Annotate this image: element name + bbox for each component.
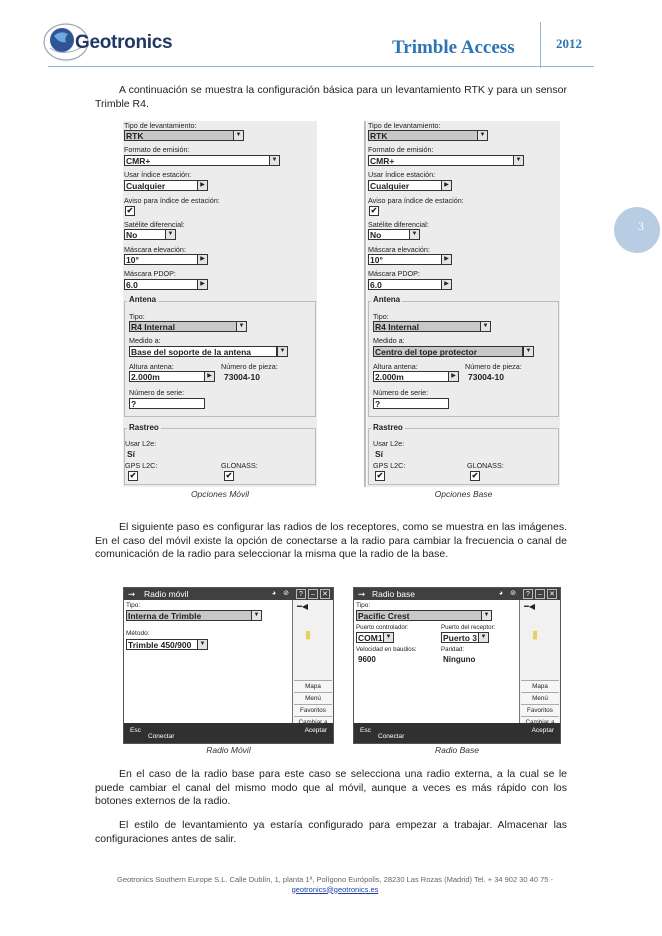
footer-email-link[interactable]: geotronics@geotronics.es <box>291 884 379 894</box>
map-button[interactable]: Mapa <box>294 680 332 692</box>
pdop-label: Máscara PDOP: <box>124 269 176 278</box>
broadcast-field[interactable]: CMR+ <box>368 155 514 166</box>
prompt-checkbox[interactable]: ✔ <box>126 206 134 215</box>
header-rule <box>48 66 594 67</box>
measured-label: Medido a: <box>373 336 405 345</box>
survey-type-dropdown-icon[interactable]: ▼ <box>233 130 244 141</box>
type-dropdown-icon[interactable]: ▼ <box>481 610 492 621</box>
footer <box>80 875 590 894</box>
height-arrow-icon[interactable]: ▶ <box>204 371 215 382</box>
antenna-type-dropdown-icon[interactable]: ▼ <box>236 321 247 332</box>
antenna-type-field[interactable]: R4 Internal <box>129 321 237 332</box>
side-panel <box>292 600 333 723</box>
broadcast-dropdown-icon[interactable]: ▼ <box>513 155 524 166</box>
mobile-settings-caption: Opciones Móvil <box>190 489 250 499</box>
type-field[interactable]: Pacific Crest <box>356 610 482 621</box>
type-field[interactable]: Interna de Trimble <box>126 610 252 621</box>
pdop-label: Máscara PDOP: <box>368 269 420 278</box>
radio-base-title: Radio base <box>372 589 416 599</box>
side-panel <box>519 600 560 723</box>
pdop-field[interactable]: 6.0 <box>124 279 198 290</box>
tracking-group-title: Rastreo <box>129 423 159 432</box>
menu-button[interactable]: Menú <box>294 692 332 704</box>
esc-button[interactable]: Esc <box>360 727 371 734</box>
battery-icon: ▮ <box>532 629 539 641</box>
radio-base-caption: Radio Base <box>435 745 479 755</box>
serial-label: Número de serie: <box>129 388 185 397</box>
antenna-type-label: Tipo: <box>129 312 145 321</box>
glonass-checkbox[interactable]: ✔ <box>225 471 233 480</box>
diff-field[interactable]: No <box>368 229 410 240</box>
battery-icon: ▮ <box>305 629 312 641</box>
base-settings-screenshot <box>367 121 560 487</box>
elev-label: Máscara elevación: <box>368 245 430 254</box>
prompt-label: Aviso para índice de estación: <box>368 196 464 205</box>
help-icon[interactable]: ? <box>296 589 306 599</box>
esc-button[interactable]: Esc <box>130 727 141 734</box>
satellite-icon[interactable]: ◕ <box>271 590 277 597</box>
station-index-label: Usar índice estación: <box>368 170 436 179</box>
rcv-port-field[interactable]: Puerto 3 <box>443 633 478 643</box>
footer-address: Geotronics Southern Europe S.L. Calle Dublín, 1, planta 1ª, Polígono Európolis, 28230 Las Rozas (Madrid) Tel. + 34 902 30 40 75 - <box>116 875 554 884</box>
rcv-port-dropdown-icon[interactable]: ▼ <box>478 632 489 643</box>
l2e-label: Usar L2e: <box>125 439 157 448</box>
status-icon[interactable]: ⊘ <box>510 590 516 597</box>
close-icon[interactable]: ✕ <box>547 589 557 599</box>
gps-label: GPS L2C: <box>125 461 158 470</box>
type-label: Tipo: <box>356 602 371 609</box>
minimize-icon[interactable]: – <box>308 589 318 599</box>
serial-label: Número de serie: <box>373 388 429 397</box>
part-label: Número de pieza: <box>465 362 522 371</box>
plug-icon: ━◀ <box>524 602 535 611</box>
survey-type-dropdown-icon[interactable]: ▼ <box>477 130 488 141</box>
pdop-field[interactable]: 6.0 <box>368 279 442 290</box>
measured-dropdown-icon[interactable]: ▼ <box>523 346 534 357</box>
softkey-bar <box>124 723 333 743</box>
l2e-label: Usar L2e: <box>373 439 405 448</box>
diff-dropdown-icon[interactable]: ▼ <box>165 229 176 240</box>
radio-mobile-title: Radio móvil <box>144 589 189 599</box>
diff-label: Satélite diferencial: <box>124 220 185 229</box>
gps-label: GPS L2C: <box>373 461 406 470</box>
mobile-settings-screenshot <box>123 121 317 487</box>
logo-text: Geotronics <box>75 32 173 53</box>
elev-field[interactable]: 10° <box>368 254 442 265</box>
serial-field[interactable]: ? <box>373 398 449 409</box>
accept-button[interactable]: Aceptar <box>304 727 327 734</box>
diff-dropdown-icon[interactable]: ▼ <box>409 229 420 240</box>
status-icon[interactable]: ⊘ <box>283 590 289 597</box>
antenna-type-dropdown-icon[interactable]: ▼ <box>480 321 491 332</box>
height-label: Altura antena: <box>373 362 418 371</box>
height-label: Altura antena: <box>129 362 174 371</box>
station-index-arrow-icon[interactable]: ▶ <box>441 180 452 191</box>
station-index-field[interactable]: Cualquier <box>368 180 442 191</box>
antenna-group-title: Antena <box>129 295 157 304</box>
radio-mobile-titlebar <box>124 588 333 600</box>
parity-value: Ninguno <box>443 655 476 664</box>
elev-field[interactable]: 10° <box>124 254 198 265</box>
method-dropdown-icon[interactable]: ▼ <box>197 639 208 650</box>
type-label: Tipo: <box>126 602 141 609</box>
close-icon[interactable]: ✕ <box>320 589 330 599</box>
page-number: 3 <box>638 219 644 233</box>
glonass-label: GLONASS: <box>467 461 504 470</box>
height-field[interactable]: 2.000m <box>129 371 205 382</box>
elev-label: Máscara elevación: <box>124 245 186 254</box>
ctrl-port-field[interactable]: COM1 <box>358 633 383 643</box>
header-year: 2012 <box>556 36 582 51</box>
l2e-value: Sí <box>127 449 136 459</box>
baud-value: 9600 <box>358 655 376 664</box>
connect-button[interactable]: Conectar <box>378 733 405 740</box>
method-label: Método: <box>126 630 150 637</box>
page-number-badge <box>614 207 660 253</box>
softkey-bar <box>354 723 560 743</box>
header-divider <box>540 22 541 68</box>
part-value: 73004-10 <box>224 372 260 382</box>
parity-label: Paridad: <box>441 646 465 653</box>
tracking-group-title: Rastreo <box>373 423 403 432</box>
tracking-group <box>124 428 316 485</box>
prompt-label: Aviso para índice de estación: <box>124 196 220 205</box>
survey-type-field[interactable]: RTK <box>368 130 478 141</box>
broadcast-label: Formato de emisión: <box>368 145 434 154</box>
broadcast-dropdown-icon[interactable]: ▼ <box>269 155 280 166</box>
part-value: 73004-10 <box>468 372 504 382</box>
prompt-checkbox[interactable]: ✔ <box>370 206 378 215</box>
survey-type-label: Tipo de levantamiento: <box>368 121 441 130</box>
base-radio-paragraph: En el caso de la radio base para este caso se selecciona una radio externa, a la cual se le puede cambiar el canal del mismo modo que al móvil, aunque a veces es más rápido con los botones externos de la radio. <box>95 768 567 807</box>
satellite-icon[interactable]: ◕ <box>498 590 504 597</box>
method-field[interactable]: Trimble 450/900 <box>126 639 198 650</box>
diff-label: Satélite diferencial: <box>368 220 429 229</box>
type-dropdown-icon[interactable]: ▼ <box>251 610 262 621</box>
part-label: Número de pieza: <box>221 362 278 371</box>
map-button[interactable]: Mapa <box>521 680 559 692</box>
station-index-field[interactable]: Cualquier <box>124 180 198 191</box>
ctrl-port-dropdown-icon[interactable]: ▼ <box>383 632 394 643</box>
gps-checkbox[interactable]: ✔ <box>129 471 137 480</box>
diff-field[interactable]: No <box>124 229 166 240</box>
minimize-icon[interactable]: – <box>535 589 545 599</box>
height-field[interactable]: 2.000m <box>373 371 449 382</box>
glonass-label: GLONASS: <box>221 461 258 470</box>
measured-field[interactable]: Base del soporte de la antena <box>129 346 277 357</box>
antenna-icon: ⇝ <box>128 589 136 599</box>
antenna-icon: ⇝ <box>358 589 366 599</box>
elev-arrow-icon[interactable]: ▶ <box>197 254 208 265</box>
help-icon[interactable]: ? <box>523 589 533 599</box>
favorites-button[interactable]: Favoritos <box>294 704 332 716</box>
rcv-port-label: Puerto del receptor: <box>441 624 496 631</box>
menu-button[interactable]: Menú <box>521 692 559 704</box>
survey-type-label: Tipo de levantamiento: <box>124 121 197 130</box>
elev-arrow-icon[interactable]: ▶ <box>441 254 452 265</box>
pdop-arrow-icon[interactable]: ▶ <box>197 279 208 290</box>
antenna-type-label: Tipo: <box>373 312 389 321</box>
measured-label: Medido a: <box>129 336 161 345</box>
accept-button[interactable]: Aceptar <box>531 727 554 734</box>
base-settings-caption: Opciones Base <box>434 489 493 499</box>
connect-button[interactable]: Conectar <box>148 733 175 740</box>
radio-mobile-screenshot <box>123 587 334 744</box>
station-index-arrow-icon[interactable]: ▶ <box>197 180 208 191</box>
radio-base-screenshot <box>353 587 561 744</box>
header-title: Trimble Access <box>392 37 515 58</box>
measured-field[interactable]: Centro del tope protector <box>373 346 523 357</box>
radio-mobile-caption: Radio Móvil <box>206 745 251 755</box>
serial-field[interactable]: ? <box>129 398 205 409</box>
gps-checkbox[interactable]: ✔ <box>376 471 384 480</box>
favorites-button[interactable]: Favoritos <box>521 704 559 716</box>
l2e-value: Sí <box>375 449 384 459</box>
intro-paragraph: A continuación se muestra la configuración básica para un levantamiento RTK y para un sensor Trimble R4. <box>95 84 567 110</box>
survey-type-field[interactable]: RTK <box>124 130 234 141</box>
baud-label: Velocidad en baudios: <box>356 646 417 653</box>
measured-dropdown-icon[interactable]: ▼ <box>277 346 288 357</box>
broadcast-label: Formato de emisión: <box>124 145 190 154</box>
divider <box>364 121 366 487</box>
tracking-group <box>368 428 559 485</box>
antenna-group-title: Antena <box>373 295 401 304</box>
plug-icon: ━◀ <box>297 602 308 611</box>
station-index-label: Usar índice estación: <box>124 170 192 179</box>
closing-paragraph: El estilo de levantamiento ya estaría configurado para empezar a trabajar. Almacenar las configuraciones antes de salir. <box>95 819 567 845</box>
height-arrow-icon[interactable]: ▶ <box>448 371 459 382</box>
ctrl-port-label: Puerto controlador: <box>356 624 409 631</box>
glonass-checkbox[interactable]: ✔ <box>471 471 479 480</box>
radios-paragraph: El siguiente paso es configurar las radios de los receptores, como se muestra en las imágenes. En el caso del móvil existe la opción de conectarse a la radio para cambiar la frecuencia o canal de comunicación de la radio para seleccionar la misma que la radio de la base. <box>95 521 567 560</box>
antenna-type-field[interactable]: R4 Internal <box>373 321 481 332</box>
broadcast-field[interactable]: CMR+ <box>124 155 270 166</box>
pdop-arrow-icon[interactable]: ▶ <box>441 279 452 290</box>
radio-base-titlebar <box>354 588 560 600</box>
